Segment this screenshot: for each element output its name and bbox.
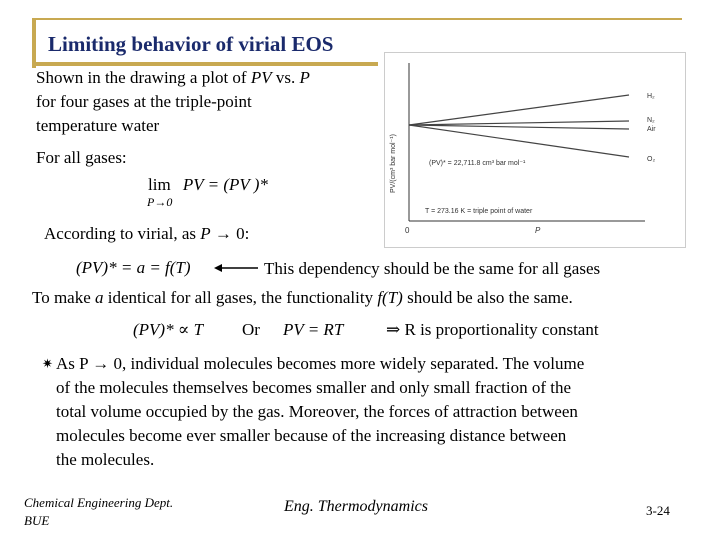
pv-vs-p-figure: [384, 52, 686, 248]
footer-department: Chemical Engineering Dept. BUE: [24, 495, 174, 528]
footer-course: Eng. Thermodynamics: [284, 498, 428, 515]
identical-functionality-line: To make a identical for all gases, the functionality f(T) should be also the same.: [32, 288, 573, 307]
bullet-star-icon: ✷: [42, 356, 53, 371]
origin-label: 0: [405, 226, 410, 235]
footer-page-number: 3-24: [646, 503, 670, 518]
top-rule: [32, 18, 682, 20]
line-air: [409, 125, 629, 129]
intro-paragraph: Shown in the drawing a plot of PV vs. P for four gases at the triple-point temperature water: [36, 68, 310, 135]
bullet-line: As P → 0, individual molecules becomes more widely separated. The volume: [56, 354, 585, 373]
gas-label-h2: H₂: [647, 93, 655, 100]
left-rule: [32, 18, 36, 68]
pv-plot-svg: [385, 53, 685, 247]
gas-label-n2: N₂: [647, 117, 655, 124]
gas-label-o2: O₂: [647, 156, 656, 163]
limit-subscript: P→0: [147, 195, 173, 209]
line-n2: [409, 121, 629, 125]
y-axis-label: PV/(cm³ bar mol⁻¹): [390, 134, 397, 193]
gas-label-air: Air: [647, 126, 656, 133]
dependency-note: This dependency should be the same for all gases: [264, 259, 601, 278]
left-arrow-icon: [214, 260, 260, 276]
temperature-label: T = 273.16 K = triple point of water: [425, 208, 533, 215]
limit-equation: [148, 175, 268, 195]
bullet-line: total volume occupied by the gas. Moreover, the forces of attraction between: [56, 402, 578, 421]
bullet-line: of the molecules themselves becomes smaller and only small fraction of the: [56, 378, 572, 397]
ideal-gas-law: PV = RT: [283, 320, 344, 339]
pv-star-equation: (PV)* = a = f(T): [76, 258, 191, 277]
lim-operator: lim: [148, 175, 171, 194]
x-axis-label: P: [535, 226, 541, 235]
proportionality-expression: (PV)* ∝ T: [133, 320, 204, 339]
line-h2: [409, 95, 629, 125]
all-gases-label: For all gases:: [36, 148, 127, 167]
bullet-line: molecules become ever smaller because of the increasing distance between: [56, 426, 567, 445]
line-o2: [409, 125, 629, 157]
or-label: Or: [242, 320, 260, 339]
limit-expression: PV = (PV )*: [182, 175, 268, 194]
proportionality-constant-note: ⇒ R is proportionality constant: [386, 320, 599, 339]
bullet-line: the molecules.: [56, 450, 155, 469]
according-line: According to virial, as P → 0:: [44, 224, 250, 243]
bullet-paragraph: [42, 352, 692, 472]
intercept-label: (PV)* = 22,711.8 cm³ bar mol⁻¹: [429, 160, 526, 167]
slide-title: Limiting behavior of virial EOS: [48, 32, 334, 56]
